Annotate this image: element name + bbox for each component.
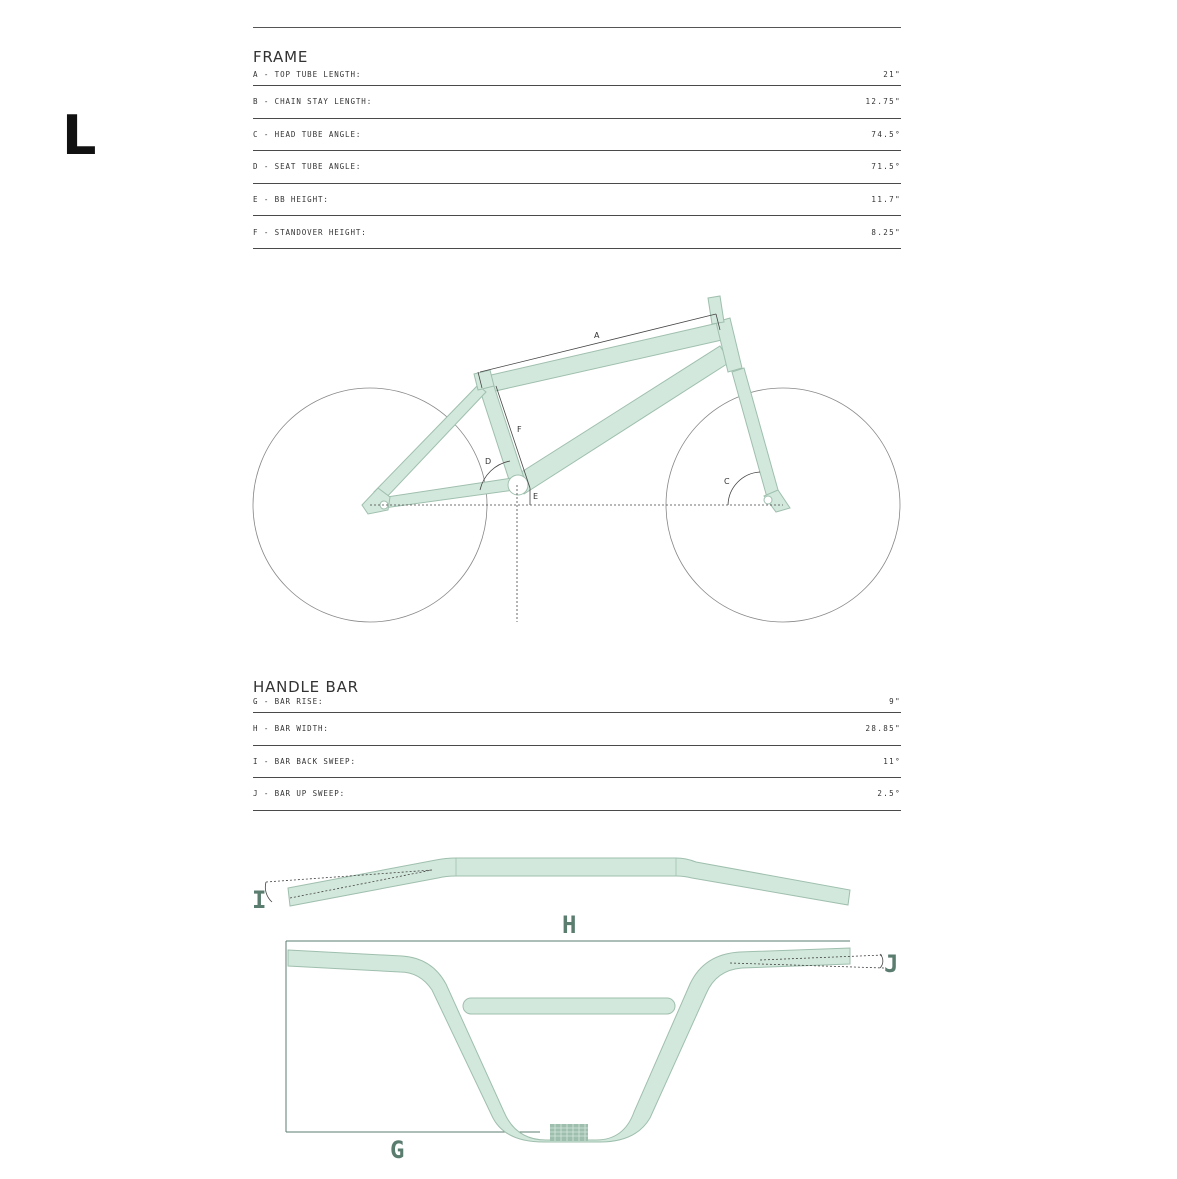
knurl-area xyxy=(550,1124,588,1141)
label-f: F xyxy=(517,425,522,434)
label-a: A xyxy=(594,331,600,340)
spec-label: A - TOP TUBE LENGTH: xyxy=(253,70,362,79)
handlebar-title: HANDLE BAR xyxy=(253,678,359,696)
label-d: D xyxy=(485,457,492,466)
label-h: H xyxy=(562,911,577,939)
bar-top-tube xyxy=(288,858,850,906)
spec-value: 74.5° xyxy=(871,129,901,139)
spec-label: E - BB HEIGHT: xyxy=(253,195,329,205)
spec-value: 28.85" xyxy=(865,724,901,734)
handlebar-front-view xyxy=(286,911,898,1164)
spec-label: H - BAR WIDTH: xyxy=(253,724,329,734)
spec-value: 8.25" xyxy=(871,227,901,237)
spec-label: I - BAR BACK SWEEP: xyxy=(253,756,356,766)
front-axle xyxy=(764,496,772,504)
dim-j-arc xyxy=(880,954,883,968)
label-e: E xyxy=(533,492,539,501)
label-i: I xyxy=(252,886,267,914)
spec-label: G - BAR RISE: xyxy=(253,697,324,706)
spec-value: 12.75" xyxy=(865,97,901,107)
stem xyxy=(708,296,724,324)
spec-value: 21" xyxy=(883,70,901,79)
spec-value: 9" xyxy=(889,697,901,706)
spec-label: C - HEAD TUBE ANGLE: xyxy=(253,129,362,139)
label-j: J xyxy=(884,950,899,978)
spec-value: 11.7" xyxy=(871,195,901,205)
frame-title: FRAME xyxy=(253,48,309,66)
label-g: G xyxy=(390,1136,405,1164)
seat-clamp xyxy=(474,370,494,390)
spec-label: D - SEAT TUBE ANGLE: xyxy=(253,162,362,172)
handlebar-top-view xyxy=(252,858,850,914)
spec-label: J - BAR UP SWEEP: xyxy=(253,789,346,799)
bar-crossbar xyxy=(463,998,675,1014)
spec-label: F - STANDOVER HEIGHT: xyxy=(253,227,367,237)
bar-front-tube xyxy=(288,948,850,1142)
spec-value: 2.5° xyxy=(877,789,901,799)
spec-label: B - CHAIN STAY LENGTH: xyxy=(253,97,373,107)
spec-value: 71.5° xyxy=(871,162,901,172)
label-c: C xyxy=(724,477,730,486)
size-label: L xyxy=(62,104,96,167)
spec-value: 11° xyxy=(883,756,901,766)
bottom-bracket xyxy=(508,475,528,495)
dim-c-arc xyxy=(728,472,760,505)
bar-knurling xyxy=(550,1124,588,1141)
